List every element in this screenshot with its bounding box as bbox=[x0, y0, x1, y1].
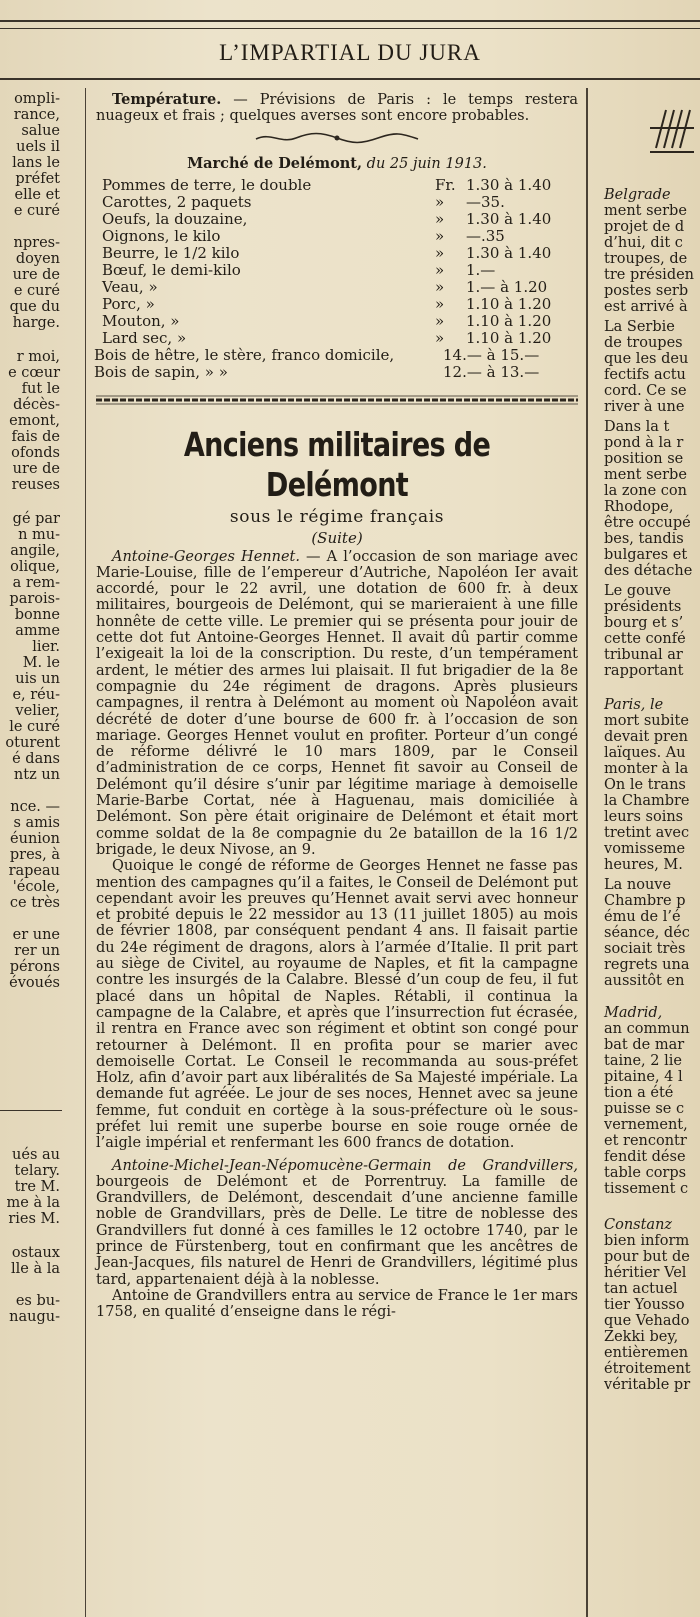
right-column-line: leurs soins bbox=[604, 809, 684, 825]
weather-report bbox=[96, 92, 578, 125]
right-column-line: laïques. Au bbox=[604, 745, 686, 761]
paragraph-1-text: — A l’occasion de son mariage avec Marie-Louise, fille de l’empereur d’Autriche, Napoléon Ier avait accordé, pour le 22 avril, une dotation de 600 fr. à deux militaires, bourgeois de Delémont, qui se marieraient à une fille honnête de cette ville. Le premier qui se présenta pour jouir de cette dot fut Antoine-Georges Hennet. Il avait dû partir comme l’exigeait la loi de la conscription. Du reste, d’un tempérament ardent, le métier des armes lui plaisait. Il fut brigadier de la 8e compagnie du 24e régiment de dragons. Après plusieurs campagnes, il rentra à Delémont au moment où Napoléon avait décrété de doter d’une bourse de 600 fr. à l’occasion de son mariage. Georges Hennet voulut en profiter. Porteur d’un congé de réforme délivré le 10 mars 1809, par le Conseil d’administration de ce corps, Hennet fit savoir au Conseil de Delémont qu’il désire s’unir par légitime mariage à demoiselle Marie-Barbe Cortat, née à Haguenau, mais domiciliée à Delémont. Son père était originaire de Delémont et était mort comme soldat de la 8e compagnie du 2e bataillon de la 16 1/2 brigade, le deux Nivose, an 9. bbox=[96, 548, 578, 858]
article-headline: Anciens militaires de Delémont bbox=[183, 424, 491, 504]
market-item: Oeufs, la douzaine, bbox=[102, 209, 248, 228]
left-column-line: bonne bbox=[14, 607, 60, 623]
right-column-line: table corps bbox=[604, 1165, 687, 1181]
market-currency: » bbox=[435, 277, 445, 296]
left-column-line: parois- bbox=[9, 591, 60, 607]
right-column-line: tretint avec bbox=[604, 825, 690, 841]
right-column-line: la zone con bbox=[604, 483, 687, 499]
right-column-line: Chambre p bbox=[604, 893, 686, 909]
left-column-line: rer un bbox=[14, 943, 60, 959]
weather-text: — Prévisions de Paris : le temps restera nuageux et frais ; quelques averses sont encore probables. bbox=[96, 92, 578, 125]
right-column-line: aussitôt en bbox=[604, 973, 685, 989]
right-column-line: pond à la r bbox=[604, 435, 684, 451]
right-column-line: tissement c bbox=[604, 1181, 689, 1197]
right-column-line: Zekki bey, bbox=[604, 1329, 679, 1345]
masthead: L’IMPARTIAL DU JURA bbox=[219, 40, 481, 65]
market-item: Pommes de terre, le double bbox=[102, 175, 312, 194]
market-heading bbox=[96, 155, 578, 173]
right-column-line: puisse se c bbox=[604, 1101, 685, 1117]
right-column-line: de troupes bbox=[604, 335, 683, 351]
right-column-line: La Serbie bbox=[604, 319, 675, 335]
article-paragraph-2: Quoique le congé de réforme de Georges Hennet ne fasse pas mention des campagnes qu’il a faites, le Conseil de Delémont put cependant avoir les preuves qu’Hennet avait servi avec honneur et probité depuis le 22 messidor au 13 (11 juillet 1805) au mois de février 1808, par conséquent pendant 4 ans. Il faisait partie du 24e régiment de dragons, alors à l’armée d’Italie. Il prit part au siège de Civitel, au royaume de Naples, et fit la campagne contre les insurgés de la Calabre. Blessé d’un coup de feu, il fut placé dans un hôpital de Naples. Rétabli, il continua la campagne de la Calabre, et après que l’insurrection fut écrasée, il rentra en France avec son régiment et obtint son congé pour retourner à Delémont. Il en profita pour se marier avec demoiselle Cortat. Le Conseil le recommanda au sous-préfet Holz, afin d’avoir part aux libéralités de Sa Majesté impériale. La demande fut agréée. Le jour de ses noces, Hennet avec sa jeune femme, fut conduit en cortège à la sous-préfecture où le sous-préfet lui remit une superbe bourse en soie rouge ornée de l’aigle impérial et renfermant les 600 francs de dotation. bbox=[96, 858, 578, 1152]
right-column-line: la Chambre bbox=[604, 793, 690, 809]
left-column-line: pérons bbox=[9, 959, 60, 975]
left-column-line: ntz un bbox=[13, 767, 60, 783]
left-column-line: le curé bbox=[9, 719, 60, 735]
right-column-line: pour but de bbox=[604, 1249, 690, 1265]
market-currency: » bbox=[435, 328, 445, 347]
decorative-stamp-icon bbox=[646, 108, 696, 156]
right-column-line: an commun bbox=[604, 1021, 690, 1037]
left-column-line: velier, bbox=[15, 703, 60, 719]
right-column-line: héritier Vel bbox=[604, 1265, 687, 1281]
right-column-line: bourg et s’ bbox=[604, 615, 684, 631]
right-column-line: que les deu bbox=[604, 351, 689, 367]
left-column-line: e curé bbox=[13, 283, 60, 299]
left-column bbox=[0, 88, 72, 1617]
person-name-hennet: Antoine-Georges Hennet. bbox=[112, 548, 300, 565]
left-column-line: naugu- bbox=[9, 1309, 60, 1325]
right-column-line: bulgares et bbox=[604, 547, 688, 563]
left-column-line: r moi, bbox=[16, 349, 60, 365]
right-column-line: séance, déc bbox=[604, 925, 690, 941]
right-column-line: pitaine, 4 l bbox=[604, 1069, 683, 1085]
left-column-line: e curé bbox=[13, 203, 60, 219]
right-column-line: position se bbox=[604, 451, 684, 467]
left-column-line: amme bbox=[15, 623, 60, 639]
market-item: Lard sec, » bbox=[102, 328, 187, 347]
left-column-line: es bu- bbox=[15, 1293, 60, 1309]
market-item: Bœuf, le demi-kilo bbox=[102, 260, 241, 279]
market-currency: » bbox=[435, 192, 445, 211]
right-column-line: Belgrade bbox=[604, 187, 671, 203]
column-rule-left bbox=[85, 88, 86, 1617]
right-column-line: Constanz bbox=[604, 1217, 673, 1233]
right-column-line: ment serbe bbox=[604, 467, 687, 483]
market-currency: » bbox=[435, 260, 445, 279]
left-column-line: que du bbox=[9, 299, 60, 315]
market-price: 1.30 à 1.40 bbox=[466, 243, 552, 262]
column-rule-right bbox=[586, 88, 588, 1617]
market-row-wood bbox=[96, 347, 578, 364]
market-row-wood bbox=[96, 364, 578, 381]
right-column-line: troupes, de bbox=[604, 251, 688, 267]
right-column-line: vomisseme bbox=[604, 841, 686, 857]
left-column-line: ostaux bbox=[11, 1245, 60, 1261]
market-item: Oignons, le kilo bbox=[102, 226, 221, 245]
right-column-line: Paris, le bbox=[604, 697, 664, 713]
market-title: Marché de Delémont, bbox=[187, 154, 363, 172]
left-column-line: uis un bbox=[15, 671, 60, 687]
market-price: —.35 bbox=[466, 226, 505, 245]
right-column-line: d’hui, dit c bbox=[604, 235, 683, 251]
column-separator bbox=[0, 1110, 62, 1111]
left-column-line: npres- bbox=[13, 235, 60, 251]
right-column-line: tan actuel bbox=[604, 1281, 678, 1297]
market-currency: » bbox=[435, 226, 445, 245]
market-currency: » bbox=[435, 209, 445, 228]
market-date: du 25 juin 1913. bbox=[362, 155, 487, 172]
right-column-line: bes, tandis bbox=[604, 531, 684, 547]
market-row bbox=[96, 245, 578, 262]
right-column-line: vernement, bbox=[604, 1117, 688, 1133]
left-column-line: me à la bbox=[6, 1195, 60, 1211]
left-column-line: fais de bbox=[11, 429, 60, 445]
left-column-line: ce très bbox=[9, 895, 60, 911]
left-column-line: s amis bbox=[13, 815, 60, 831]
left-column-line: uels il bbox=[16, 139, 60, 155]
article-paragraph-3 bbox=[96, 1158, 578, 1288]
right-column-line: est arrivé à bbox=[604, 299, 688, 315]
decorative-rule bbox=[96, 395, 578, 405]
right-column-line: projet de d bbox=[604, 219, 685, 235]
right-column-line: ment serbe bbox=[604, 203, 687, 219]
market-row bbox=[96, 194, 578, 211]
market-item: Carottes, 2 paquets bbox=[102, 192, 252, 211]
right-column-line: tier Yousso bbox=[604, 1297, 685, 1313]
left-column-line: telary. bbox=[14, 1163, 60, 1179]
left-column-line: préfet bbox=[15, 171, 60, 187]
right-column-line: On le trans bbox=[604, 777, 686, 793]
article-paragraph-4: Antoine de Grandvillers entra au service de France le 1er mars 1758, en qualité d’enseigne dans le régi- bbox=[96, 1287, 578, 1321]
market-price: 1.— à 1.20 bbox=[466, 277, 548, 296]
left-column-line: évoués bbox=[9, 975, 60, 991]
right-column-line: bien inform bbox=[604, 1233, 690, 1249]
left-column-line: salue bbox=[21, 123, 60, 139]
left-column-line: pres, à bbox=[9, 847, 60, 863]
market-price: 1.10 à 1.20 bbox=[466, 328, 552, 347]
right-column bbox=[596, 88, 700, 1617]
left-column-line: é dans bbox=[12, 751, 60, 767]
market-price: 14.— à 15.— bbox=[443, 345, 540, 364]
person-name-grandvillers: Antoine-Michel-Jean-Népomucène-Germain de Grandvillers, bbox=[112, 1157, 578, 1174]
right-column-line: La nouve bbox=[604, 877, 672, 893]
market-row bbox=[96, 313, 578, 330]
left-column-line: nce. — bbox=[10, 799, 60, 815]
right-column-line: heures, M. bbox=[604, 857, 683, 873]
right-column-line: Madrid, bbox=[604, 1005, 663, 1021]
article-paragraph-1 bbox=[96, 549, 578, 859]
right-column-line: monter à la bbox=[604, 761, 689, 777]
market-item: Veau, » bbox=[102, 277, 158, 296]
right-column-line: rapportant bbox=[604, 663, 684, 679]
market-currency: » bbox=[435, 311, 445, 330]
right-column-line: que Vehado bbox=[604, 1313, 690, 1329]
masthead-rule bbox=[0, 78, 700, 80]
left-column-line: olique, bbox=[10, 559, 60, 575]
market-row bbox=[96, 296, 578, 313]
left-column-line: lle à la bbox=[10, 1261, 60, 1277]
right-column-line: devait pren bbox=[604, 729, 688, 745]
center-column bbox=[96, 92, 578, 1321]
article-subhead: sous le régime français bbox=[229, 506, 445, 527]
left-column-line: ofonds bbox=[11, 445, 60, 461]
right-column-line: Dans la t bbox=[604, 419, 670, 435]
right-column-line: taine, 2 lie bbox=[604, 1053, 682, 1069]
left-column-line: e cœur bbox=[8, 365, 60, 381]
left-column-line: 'école, bbox=[12, 879, 60, 895]
paragraph-3-text: bourgeois de Delémont et de Porrentruy. La famille de Grandvillers, de Delémont, descendait d’une ancienne famille noble de Grandvillars, près de Delle. Le titre de noblesse des Grandvillers fut donné à ces familles le 12 octobre 1740, par le prince de Fürstenberg, tout en confirmant que les ancêtres de Jean-Jacques, fils naturel de Henri de Grandvillers, légitimé plus tard, appartenaient déjà à la noblesse. bbox=[96, 1173, 578, 1288]
left-column-line: ure de bbox=[12, 267, 60, 283]
right-column-line: mort subite bbox=[604, 713, 689, 729]
market-row bbox=[96, 177, 578, 194]
market-item: Bois de sapin, » » bbox=[94, 362, 228, 381]
left-column-line: n mu- bbox=[18, 527, 60, 543]
right-column-line: cord. Ce se bbox=[604, 383, 687, 399]
left-column-line: fut le bbox=[21, 381, 60, 397]
right-column-line: Rhodope, bbox=[604, 499, 674, 515]
right-column-line: tre présiden bbox=[604, 267, 695, 283]
left-column-line: rapeau bbox=[8, 863, 60, 879]
right-column-line: sociait très bbox=[604, 941, 686, 957]
right-column-line: tribunal ar bbox=[604, 647, 683, 663]
left-column-line: lier. bbox=[32, 639, 60, 655]
market-currency: » bbox=[435, 243, 445, 262]
market-price: 1.10 à 1.20 bbox=[466, 311, 552, 330]
right-column-line: regrets una bbox=[604, 957, 690, 973]
market-price: 1.10 à 1.20 bbox=[466, 294, 552, 313]
left-column-line: rance, bbox=[13, 107, 60, 123]
right-column-line: bat de mar bbox=[604, 1037, 685, 1053]
market-table bbox=[96, 177, 578, 381]
market-row bbox=[96, 228, 578, 245]
right-column-line: étroitement bbox=[604, 1361, 691, 1377]
market-row bbox=[96, 279, 578, 296]
market-item: Bois de hêtre, le stère, franco domicile, bbox=[94, 345, 395, 364]
left-column-line: er une bbox=[12, 927, 60, 943]
market-price: 1.— bbox=[466, 260, 496, 279]
right-column-line: être occupé bbox=[604, 515, 691, 531]
weather-title: Température. bbox=[112, 91, 222, 108]
article-continued: (Suite) bbox=[311, 528, 363, 547]
market-row bbox=[96, 211, 578, 228]
left-column-line: doyen bbox=[15, 251, 60, 267]
left-column-line: ués au bbox=[12, 1147, 60, 1163]
right-column-line: tion a été bbox=[604, 1085, 674, 1101]
left-column-line: emont, bbox=[9, 413, 60, 429]
left-column-line: éunion bbox=[10, 831, 60, 847]
right-column-line: des détache bbox=[604, 563, 693, 579]
left-column-line: e, réu- bbox=[12, 687, 60, 703]
left-column-line: harge. bbox=[12, 315, 60, 331]
market-price: 1.30 à 1.40 bbox=[466, 209, 552, 228]
right-column-line: présidents bbox=[604, 599, 682, 615]
market-row bbox=[96, 262, 578, 279]
left-column-line: oturent bbox=[5, 735, 60, 751]
market-row bbox=[96, 330, 578, 347]
left-column-line: lans le bbox=[12, 155, 60, 171]
left-column-line: angile, bbox=[10, 543, 60, 559]
right-column-line: fectifs actu bbox=[604, 367, 686, 383]
ornament-divider bbox=[96, 131, 578, 145]
right-column-line: Le gouve bbox=[604, 583, 671, 599]
market-item: Porc, » bbox=[102, 294, 155, 313]
left-column-line: reuses bbox=[11, 477, 60, 493]
left-column-line: gé par bbox=[12, 511, 60, 527]
left-column-line: ompli- bbox=[14, 91, 60, 107]
right-column-line: postes serb bbox=[604, 283, 689, 299]
left-column-line: ries M. bbox=[8, 1211, 60, 1227]
market-currency: » bbox=[435, 294, 445, 313]
market-price: 1.30 à 1.40 bbox=[466, 175, 552, 194]
market-price: 12.— à 13.— bbox=[443, 362, 540, 381]
left-column-line: décès- bbox=[13, 397, 60, 413]
left-column-line: tre M. bbox=[14, 1179, 60, 1195]
right-column-line: river à une bbox=[604, 399, 685, 415]
top-rule bbox=[0, 20, 700, 29]
right-column-line: véritable pr bbox=[604, 1377, 691, 1393]
right-column-line: fendit dése bbox=[604, 1149, 686, 1165]
right-column-line: et rencontr bbox=[604, 1133, 687, 1149]
market-currency: Fr. bbox=[435, 175, 456, 194]
left-column-line: ure de bbox=[12, 461, 60, 477]
market-item: Mouton, » bbox=[102, 311, 180, 330]
market-item: Beurre, le 1/2 kilo bbox=[102, 243, 240, 262]
left-column-line: a rem- bbox=[12, 575, 60, 591]
left-column-line: elle et bbox=[14, 187, 60, 203]
market-price: —35. bbox=[466, 192, 505, 211]
left-column-line: M. le bbox=[22, 655, 60, 671]
right-column-line: ému de l’é bbox=[604, 909, 681, 925]
right-column-line: cette confé bbox=[604, 631, 686, 647]
right-column-line: entièremen bbox=[604, 1345, 689, 1361]
